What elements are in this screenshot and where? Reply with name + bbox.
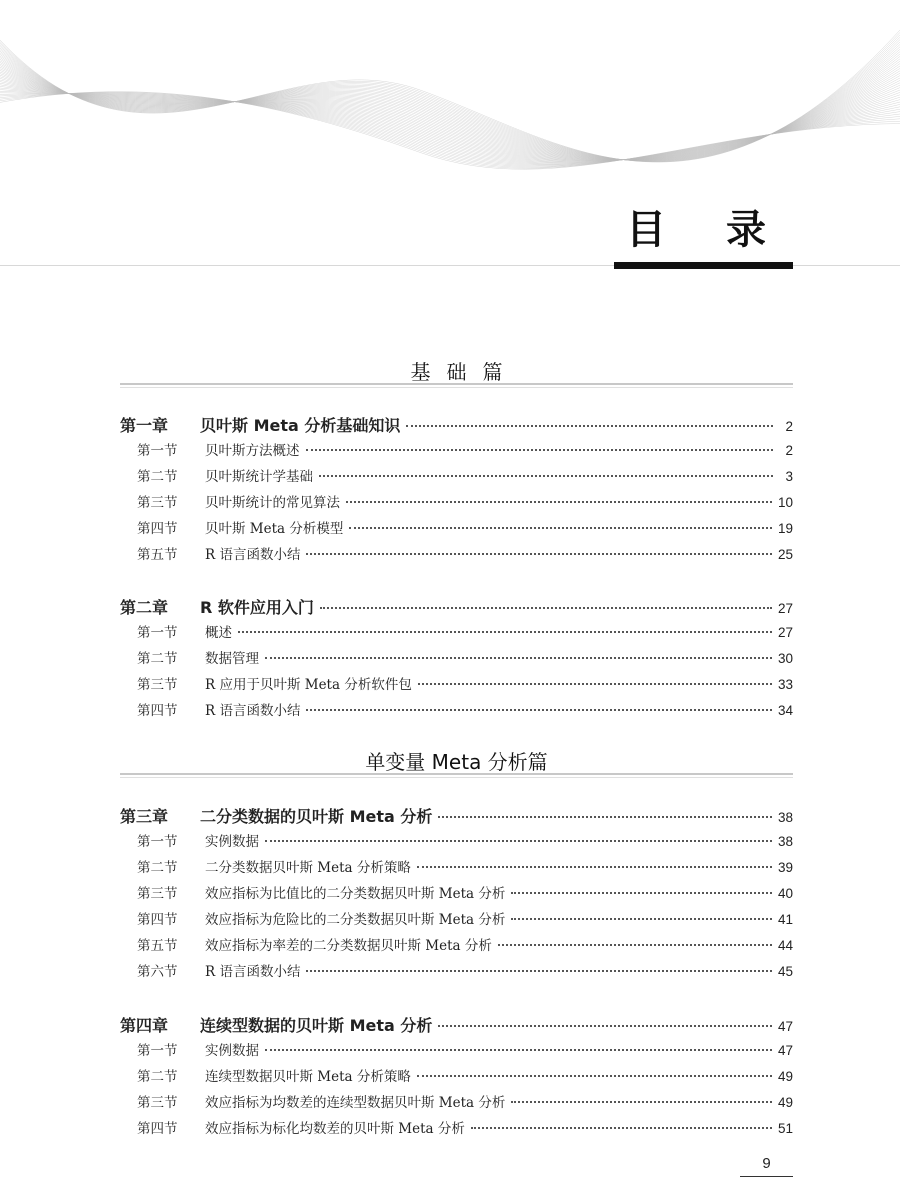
dot-leader (438, 1025, 772, 1027)
dot-leader (265, 1049, 772, 1051)
section-entry[interactable] (120, 856, 793, 876)
section-entry-number: 第一节 (137, 1043, 178, 1059)
section-entry-number: 第四节 (137, 521, 178, 537)
section-entry-title: 实例数据 (205, 1043, 259, 1059)
section-entry-number: 第三节 (137, 495, 178, 511)
section-entry-page: 40 (777, 886, 793, 901)
section-entry-title: 贝叶斯统计的常见算法 (205, 495, 340, 511)
section-entry-title: 数据管理 (205, 651, 259, 667)
dot-leader (349, 527, 772, 529)
chapter-entry-page: 47 (777, 1019, 793, 1034)
section-entry-number: 第二节 (137, 469, 178, 485)
section-entry[interactable] (120, 699, 793, 719)
chapter-entry-page: 27 (777, 601, 793, 616)
dot-leader (319, 475, 773, 477)
chapter-entry-title: 贝叶斯 Meta 分析基础知识 (200, 416, 401, 435)
dot-leader (306, 553, 772, 555)
section-entry-title: 效应指标为标化均数差的贝叶斯 Meta 分析 (205, 1121, 465, 1137)
section-entry-page: 41 (777, 912, 793, 927)
dot-leader (306, 449, 774, 451)
chapter-entry-title: 连续型数据的贝叶斯 Meta 分析 (200, 1016, 433, 1035)
section-entry-number: 第三节 (137, 1095, 178, 1111)
section-entry-title: R 语言函数小结 (205, 964, 301, 980)
chapter-entry[interactable] (120, 413, 793, 436)
page-title: 目录 (626, 207, 826, 253)
section-entry-number: 第四节 (137, 1121, 178, 1137)
chapter-entry[interactable] (120, 595, 793, 618)
section-entry[interactable] (120, 673, 793, 693)
dot-leader (417, 866, 772, 868)
section-entry-page: 3 (785, 469, 793, 484)
section-entry[interactable] (120, 647, 793, 667)
dot-leader (346, 501, 772, 503)
chapter-entry-page: 2 (785, 419, 793, 434)
section-entry-page: 47 (777, 1043, 793, 1058)
section-entry-title: 贝叶斯 Meta 分析模型 (205, 521, 344, 537)
dot-leader (438, 816, 772, 818)
section-entry-number: 第六节 (137, 964, 178, 980)
dot-leader (306, 709, 772, 711)
section-entry[interactable] (120, 517, 793, 537)
part-heading: 单变量 Meta 分析篇 (365, 750, 548, 774)
section-entry-title: 连续型数据贝叶斯 Meta 分析策略 (205, 1069, 411, 1085)
chapter-entry-title: R 软件应用入门 (200, 598, 314, 617)
chapter-entry-number: 第二章 (120, 598, 169, 617)
section-entry-page: 25 (777, 547, 793, 562)
section-entry-page: 10 (777, 495, 793, 510)
section-entry-title: 贝叶斯统计学基础 (205, 469, 313, 485)
section-entry-title: R 应用于贝叶斯 Meta 分析软件包 (205, 677, 412, 693)
chapter-entry-title: 二分类数据的贝叶斯 Meta 分析 (200, 807, 433, 826)
dot-leader (406, 425, 773, 427)
section-entry[interactable] (120, 1091, 793, 1111)
section-entry[interactable] (120, 465, 793, 485)
dot-leader (265, 657, 772, 659)
section-entry-title: 效应指标为率差的二分类数据贝叶斯 Meta 分析 (205, 938, 492, 954)
section-entry[interactable] (120, 491, 793, 511)
section-entry-number: 第四节 (137, 703, 178, 719)
section-entry[interactable] (120, 882, 793, 902)
dot-leader (417, 1075, 772, 1077)
section-entry-page: 27 (777, 625, 793, 640)
dot-leader (418, 683, 772, 685)
section-entry[interactable] (120, 830, 793, 850)
section-entry-number: 第二节 (137, 860, 178, 876)
section-entry-number: 第三节 (137, 677, 178, 693)
chapter-entry-number: 第三章 (120, 807, 169, 826)
section-entry-page: 30 (777, 651, 793, 666)
section-entry-page: 33 (777, 677, 793, 692)
chapter-entry[interactable] (120, 1013, 793, 1036)
section-entry[interactable] (120, 1065, 793, 1085)
page-number: 9 (762, 1155, 771, 1172)
part-rule (120, 773, 793, 778)
part-heading: 基础篇 (410, 360, 519, 384)
section-entry-page: 2 (785, 443, 793, 458)
section-entry-page: 44 (777, 938, 793, 953)
chapter-entry-page: 38 (777, 810, 793, 825)
section-entry[interactable] (120, 960, 793, 980)
section-entry-title: 概述 (205, 625, 232, 641)
section-entry-title: 实例数据 (205, 834, 259, 850)
section-entry-title: 二分类数据贝叶斯 Meta 分析策略 (205, 860, 411, 876)
dot-leader (511, 918, 772, 920)
section-entry-page: 19 (777, 521, 793, 536)
section-entry[interactable] (120, 1117, 793, 1137)
section-entry-page: 49 (777, 1095, 793, 1110)
dot-leader (511, 1101, 772, 1103)
section-entry[interactable] (120, 621, 793, 641)
section-entry-number: 第一节 (137, 443, 178, 459)
section-entry-page: 49 (777, 1069, 793, 1084)
section-entry[interactable] (120, 543, 793, 563)
chapter-entry-number: 第四章 (120, 1016, 169, 1035)
chapter-entry-number: 第一章 (120, 416, 169, 435)
dot-leader (471, 1127, 772, 1129)
section-entry-title: R 语言函数小结 (205, 547, 301, 563)
section-entry-page: 51 (777, 1121, 793, 1136)
section-entry-number: 第四节 (137, 912, 178, 928)
section-entry[interactable] (120, 439, 793, 459)
section-entry-number: 第一节 (137, 834, 178, 850)
chapter-entry[interactable] (120, 804, 793, 827)
section-entry-number: 第二节 (137, 651, 178, 667)
section-entry-number: 第三节 (137, 886, 178, 902)
dot-leader (306, 970, 772, 972)
section-entry-title: 效应指标为均数差的连续型数据贝叶斯 Meta 分析 (205, 1095, 506, 1111)
section-entry-page: 34 (777, 703, 793, 718)
section-entry-title: R 语言函数小结 (205, 703, 301, 719)
section-entry-title: 贝叶斯方法概述 (205, 443, 300, 459)
dot-leader (265, 840, 772, 842)
section-entry-title: 效应指标为危险比的二分类数据贝叶斯 Meta 分析 (205, 912, 506, 928)
section-entry-page: 38 (777, 834, 793, 849)
section-entry[interactable] (120, 1039, 793, 1059)
section-entry-number: 第五节 (137, 547, 178, 563)
part-rule (120, 383, 793, 388)
section-entry[interactable] (120, 908, 793, 928)
dot-leader (498, 944, 772, 946)
section-entry-title: 效应指标为比值比的二分类数据贝叶斯 Meta 分析 (205, 886, 506, 902)
dot-leader (320, 607, 772, 609)
section-entry-number: 第一节 (137, 625, 178, 641)
section-entry-number: 第二节 (137, 1069, 178, 1085)
page-number-rule (740, 1176, 793, 1177)
dot-leader (511, 892, 772, 894)
section-entry-page: 45 (777, 964, 793, 979)
title-bar (614, 262, 793, 269)
dot-leader (238, 631, 772, 633)
section-entry-page: 39 (777, 860, 793, 875)
section-entry[interactable] (120, 934, 793, 954)
section-entry-number: 第五节 (137, 938, 178, 954)
